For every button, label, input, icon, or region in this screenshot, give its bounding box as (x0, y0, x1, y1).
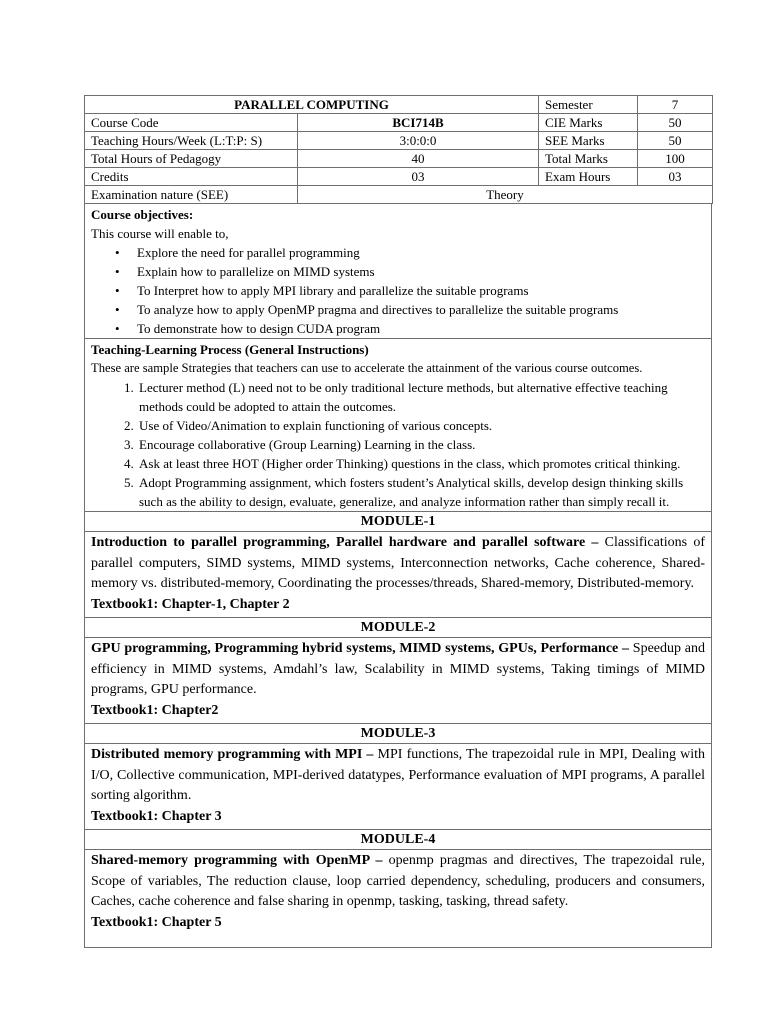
module-title: MODULE-3 (85, 723, 711, 744)
course-objectives-section (85, 204, 711, 338)
course-title: PARALLEL COMPUTING (85, 96, 539, 114)
module-content (85, 638, 711, 723)
module-4 (85, 829, 711, 947)
syllabus-page (84, 95, 712, 948)
module-topics: Distributed memory programming with MPI – (91, 747, 374, 762)
cie-marks-label: CIE Marks (539, 114, 638, 132)
module-title: MODULE-2 (85, 617, 711, 638)
module-description: Speedup and efficiency in MIMD systems, Amdahl’s law, Scalability in MIMD systems, Taking timings of MIMD programs, GPU performance. (91, 641, 705, 697)
teaching-process-intro: These are sample Strategies that teachers can use to accelerate the attainment of the various course outcomes. (91, 361, 643, 375)
module-description: openmp pragmas and directives, The trapezoidal rule, Scope of variables, The reduction clause, loop carried dependency, scheduling, producers and consumers, Caches, cache coherence and false sharing in openmp, tasking, tasking, thread safety. (91, 853, 705, 909)
list-item: • To Interpret how to apply MPI library and parallelize the suitable programs (137, 281, 705, 300)
list-item: • To analyze how to apply OpenMP pragma and directives to parallelize the suitable programs (137, 300, 705, 319)
list-item: • Explore the need for parallel programming (137, 243, 705, 262)
pedagogy-hours-label: Total Hours of Pedagogy (85, 150, 298, 168)
course-info-table (84, 95, 713, 204)
module-topics: GPU programming, Programming hybrid systems, MIMD systems, GPUs, Performance – (91, 641, 630, 656)
module-textbook: Textbook1: Chapter 5 (91, 914, 222, 930)
list-item: • Explain how to parallelize on MIMD systems (137, 262, 705, 281)
module-2 (85, 617, 711, 723)
list-item: • To demonstrate how to design CUDA program (137, 319, 705, 338)
module-title: MODULE-1 (85, 511, 711, 532)
total-marks-value: 100 (638, 150, 713, 168)
course-code-label: Course Code (85, 114, 298, 132)
module-content (85, 532, 711, 617)
course-objectives-heading: Course objectives: (91, 207, 194, 222)
module-description: MPI functions, The trapezoidal rule in MPI, Dealing with I/O, Collective communication, MPI-derived datatypes, Performance evaluation of MPI programs, A parallel sorting algorithm. (91, 747, 705, 803)
course-objectives-list (91, 243, 705, 338)
teaching-process-list (91, 378, 705, 511)
course-objectives-intro: This course will enable to, (91, 226, 229, 241)
module-title: MODULE-4 (85, 829, 711, 850)
module-3 (85, 723, 711, 829)
list-item: 5. Adopt Programming assignment, which fosters student’s Analytical skills, develop design thinking skills such as the ability to design, evaluate, generalize, and analyze information rather than simply recall it. (137, 473, 705, 511)
list-item: 1. Lecturer method (L) need not to be only traditional lecture methods, but alternative effective teaching methods could be adopted to attain the outcomes. (137, 378, 705, 416)
credits-label: Credits (85, 168, 298, 186)
exam-hours-label: Exam Hours (539, 168, 638, 186)
see-marks-value: 50 (638, 132, 713, 150)
exam-nature-label: Examination nature (SEE) (85, 186, 298, 204)
semester-label: Semester (539, 96, 638, 114)
teaching-process-heading: Teaching-Learning Process (General Instructions) (91, 342, 369, 357)
list-item: 3. Encourage collaborative (Group Learning) Learning in the class. (137, 435, 705, 454)
cie-marks-value: 50 (638, 114, 713, 132)
semester-value: 7 (638, 96, 713, 114)
see-marks-label: SEE Marks (539, 132, 638, 150)
list-item: 4. Ask at least three HOT (Higher order Thinking) questions in the class, which promotes critical thinking. (137, 454, 705, 473)
module-textbook: Textbook1: Chapter2 (91, 702, 219, 718)
module-textbook: Textbook1: Chapter-1, Chapter 2 (91, 596, 290, 612)
module-content (85, 744, 711, 829)
course-code-value: BCI714B (298, 114, 539, 132)
credits-value: 03 (298, 168, 539, 186)
module-textbook: Textbook1: Chapter 3 (91, 808, 222, 824)
pedagogy-hours-value: 40 (298, 150, 539, 168)
list-item: 2. Use of Video/Animation to explain functioning of various concepts. (137, 416, 705, 435)
module-topics: Shared-memory programming with OpenMP – (91, 853, 383, 868)
teaching-hours-label: Teaching Hours/Week (L:T:P: S) (85, 132, 298, 150)
module-content (85, 850, 711, 947)
syllabus-body (84, 204, 712, 948)
total-marks-label: Total Marks (539, 150, 638, 168)
exam-hours-value: 03 (638, 168, 713, 186)
teaching-hours-value: 3:0:0:0 (298, 132, 539, 150)
teaching-process-section (85, 338, 711, 511)
module-description: Classifications of parallel computers, SIMD systems, MIMD systems, Interconnection networks, Cache coherence, Shared-memory vs. distributed-memory, Coordinating the processes/threads, Shared-memory, Distributed-memory. (91, 535, 705, 591)
exam-nature-value: Theory (298, 186, 713, 204)
module-topics: Introduction to parallel programming, Parallel hardware and parallel software – (91, 535, 599, 550)
module-1 (85, 511, 711, 617)
